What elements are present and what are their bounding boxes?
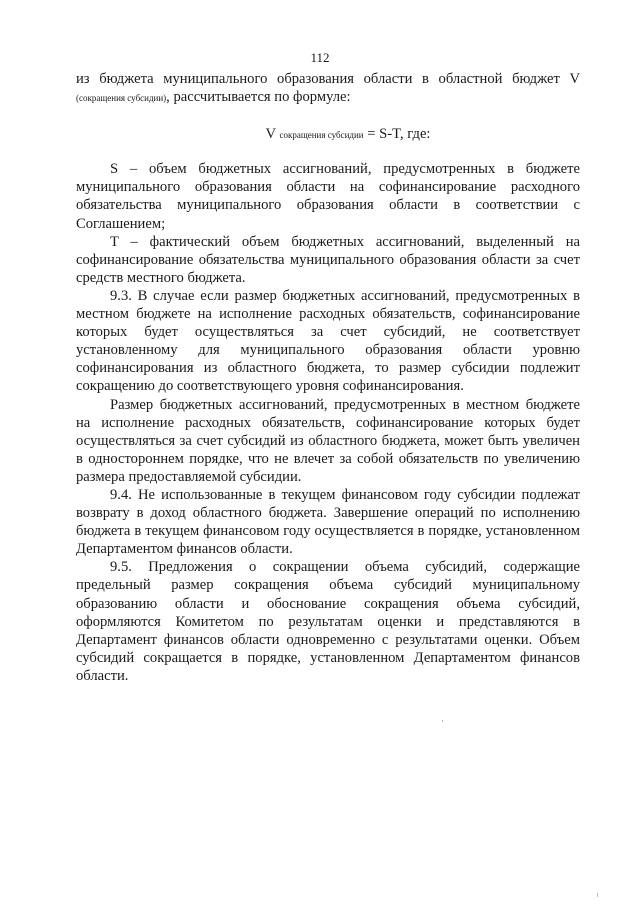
document-body — [76, 70, 580, 685]
paragraph-t-definition: T – фактический объем бюджетных ассигнований, выделенный на софинансирование обязательства муниципального образования области за счет средств местного бюджета. — [76, 233, 580, 286]
intro-text-before: из бюджета муниципального образования области в областной бюджет V — [76, 71, 580, 87]
scan-speck — [442, 720, 443, 722]
formula-equation: = S-T, где: — [363, 126, 431, 143]
scan-speck — [597, 893, 598, 897]
paragraph-budget-size: Размер бюджетных ассигнований, предусмотренных в местном бюджете на исполнение расходных обязательств, софинансирование которых будет осуществляться за счет субсидий из областного бюджета, может быть увеличен в одностороннем порядке, что не влечет за собой обязательств по увеличению размера предоставляемой субсидии. — [76, 396, 580, 485]
formula-variable: V — [265, 126, 280, 143]
intro-paragraph — [76, 70, 580, 107]
formula — [76, 125, 580, 144]
page-number: 112 — [310, 50, 330, 65]
intro-subscript: (сокращения субсидии) — [76, 93, 167, 104]
formula-subscript: сокращения субсидии — [279, 130, 364, 141]
paragraph-9-4: 9.4. Не использованные в текущем финансовом году субсидии подлежат возврату в доход областного бюджета. Завершение операций по исполнению бюджета в текущем финансовом году осуществляется в порядке, установленном Департаментом финансов области. — [76, 486, 580, 558]
paragraph-9-3: 9.3. В случае если размер бюджетных ассигнований, предусмотренных в местном бюджете на исполнение расходных обязательств, софинансирование которых будет осуществляться за счет субсидий, не соответствует установленному для муниципального образования области уровню софинансирования из областного бюджета, то размер субсидии подлежит сокращению до соответствующего уровня софинансирования. — [76, 287, 580, 395]
paragraph-s-definition: S – объем бюджетных ассигнований, предусмотренных в бюджете муниципального образования области на софинансирование расходного обязательства муниципального образования области в соответствии с Соглашением; — [76, 161, 580, 232]
paragraph-9-5: 9.5. Предложения о сокращении объема субсидий, содержащие предельный размер сокращения объема субсидий муниципальному образованию области и обоснование сокращения объема субсидий, оформляются Комитетом по результатам оценки и представляются в Департамент финансов области одновременно с результатами оценки. Объем субсидий сокращается в порядке, установленном Департаментом финансов области. — [76, 559, 580, 684]
intro-text-after: , рассчитывается по формуле: — [166, 89, 351, 106]
